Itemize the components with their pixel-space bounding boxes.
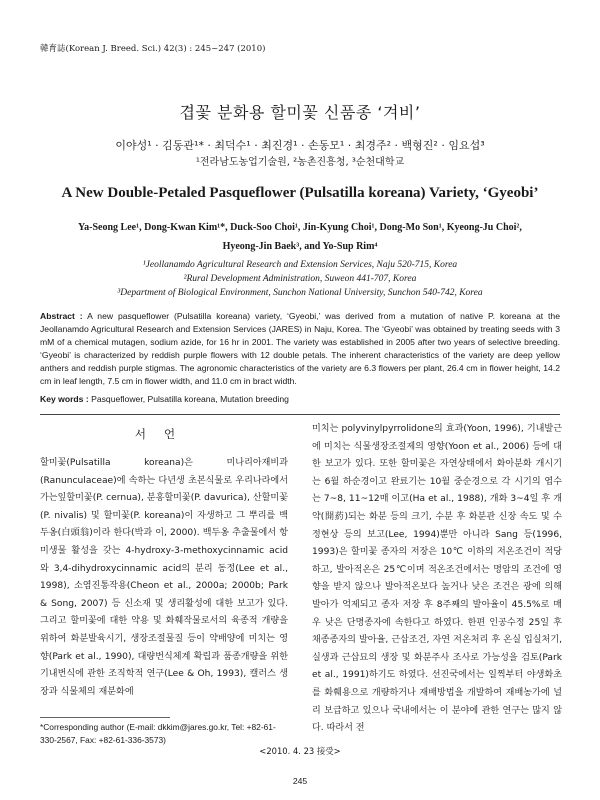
keywords-text: Pasqueflower, Pulsatilla koreana, Mutation breeding (91, 394, 289, 404)
page-number: 245 (292, 776, 308, 786)
affiliation-1: ¹Jeollanamdo Agricultural Research and Extension Services, Naju 520-715, Korea (142, 260, 458, 270)
abstract-text: A new pasqueflower (Pulsatilla koreana) variety, ‘Gyeobi,’ was derived from a mutation of native P. koreana at the Jeollanamdo Agricultural Research and Extension Services (JARES) in Naju, Korea. The ‘Gyeobi’ was obtained by treating seeds with 3 mM of a chemical mutagen, sodium azide, for 16 hr in 2001. The variety was established in 2005 after two years of selective breeding. ‘Gyeobi’ is characterized by reddish purple flowers with 12 double petals. The inherent characteristics of the variety are deep yellow anthers and reddish purple stigmas. The agronomic characteristics of the variety are 6.3 flowers per plant, 26.4 cm in flower height, 14.2 cm in leaf length, 7.5 cm in flower width, and 11.0 cm in bract width. (40, 311, 560, 386)
section-heading-introduction: 서언 (134, 427, 194, 441)
title-english: A New Double-Petaled Pasqueflower (Pulsatilla koreana) Variety, ‘Gyeobi’ (61, 185, 539, 201)
authors-english-line2: Hyeong-Jin Baek³, and Yo-Sup Rim⁴ (222, 241, 378, 252)
keywords (40, 394, 560, 404)
authors-english (30, 218, 570, 256)
affiliation-2: ²Rural Development Administration, Suweon 441-707, Korea (183, 274, 417, 284)
left-column (40, 455, 288, 701)
right-paragraph: 미치는 polyvinylpyrrolidone의 효과(Yoon, 1996), 기내발근에 미치는 식물생장조절제의 영향(Yoon et al., 2006) 등에 대한 보고가 있다. 또한 할미꽃은 자연상태에서 화아분화 개시기는 6월 하순경이고 완료기는 10월 중순경으로 각 시기의 엽수는 7~8, 11~12매 이고(Ha et al., 1988), 개화 3~4일 후 개약(開葯)되는 화분 등의 크기, 수분 후 화분관 신장 속도 및 수정현상 등의 보고(Lee, 1994)뿐만 아니라 Sang 등(1996, 1993)은 할미꽃 종자의 저장은 10℃ 이하의 저온조건이 적당하고, 발아적온은 25℃이며 적온조건에서는 명암의 조건에 영향을 받지 않으나 발아적온보다 높거나 낮은 조건은 광에 의해 발아가 억제되고 종자 저장 후 8주째의 발아율이 45.5%로 매우 낮은 단명종자에 속한다고 하였다. 한편 인공수정 25일 후 채종종자의 발아율, 근삽조건, 자연 저온처리 후 온실 입실처기, 실생과 근삽묘의 생장 및 화분주사 조사로 가능성을 검토(Park et al., 1991)하기도 하였다. 선진국에서는 일찍부터 야생화초를 화훼용으로 개량하거나 재배방법을 개발하여 재배농가에 널리 보급하고 있으나 국내에서는 이 분야에 관한 연구는 많지 않다. 따라서 전 (312, 424, 562, 734)
corresponding-author-footnote: *Corresponding author (E-mail: dkkim@jares.go.kr, Tel: +82-61-330-2567, Fax: +82-61-336-3573) (40, 722, 276, 745)
footnote-rule (40, 717, 170, 718)
left-paragraph: 할미꽃(Pulsatilla koreana)은 미나리아재비과(Ranunculaceae)에 속하는 다년생 초본식물로 우리나라에서 가는잎할미꽃(P. cernua), 분홍할미꽃(P. davurica), 산할미꽃(P. nivalis) 및 할미꽃(P. koreana)이 자생하고 그 뿌리를 백두옹(白頭翁)이라 한다(박과 이, 2000). 백두옹 추출물에서 항미생물 활성을 갖는 4-hydroxy-3-methoxycinnamic acid와 3,4-dihydroxycinnamic acid의 분리 동정(Lee et al., 1998), 소염진통작용(Cheon et al., 2000a; 2000b; Park & Song, 2007) 등 신소재 및 생리활성에 대한 보고가 있다. 그리고 할미꽃에 대한 약용 및 화훼작물로서의 육종적 개량을 위하여 화분발육시기, 생장조절물질 등이 약배양에 미치는 영향(Park et al., 1990), 대량번식체계 확립과 품종개량을 위한 기내번식에 관한 조직학적 연구(Lee & Oh, 1993), 캘러스 생장과 식물체의 재분화에 (40, 458, 288, 697)
received-date: <2010. 4. 23 接受> (259, 746, 341, 756)
authors-english-line1: Ya-Seong Lee¹, Dong-Kwan Kim¹*, Duck-Soo Choi¹, Jin-Kyung Choi¹, Dong-Mo Son¹, Kyeong-Ju Choi², (78, 222, 522, 233)
journal-header: 韓育誌(Korean J. Breed. Sci.) 42(3) : 245~247 (2010) (40, 44, 266, 54)
right-column (312, 421, 562, 738)
affiliation-3: ³Department of Biological Environment, Sunchon National University, Sunchon 540-742, Korea (117, 288, 483, 298)
authors-korean: 이야성¹ · 김동관¹* · 최덕수¹ · 최진경¹ · 손동모¹ · 최경주² · 백형진² · 임요섭³ (115, 139, 485, 152)
affiliations-english (30, 258, 570, 300)
affiliations-korean: ¹전라남도농업기술원, ²농촌진흥청, ³순천대학교 (195, 157, 405, 168)
abstract (40, 310, 560, 388)
abstract-label: Abstract : (40, 311, 83, 321)
divider-rule (40, 414, 560, 415)
title-korean: 겹꽃 분화용 할미꽃 신품종 ‘겨비’ (179, 103, 421, 122)
keywords-label: Key words : (40, 394, 89, 404)
